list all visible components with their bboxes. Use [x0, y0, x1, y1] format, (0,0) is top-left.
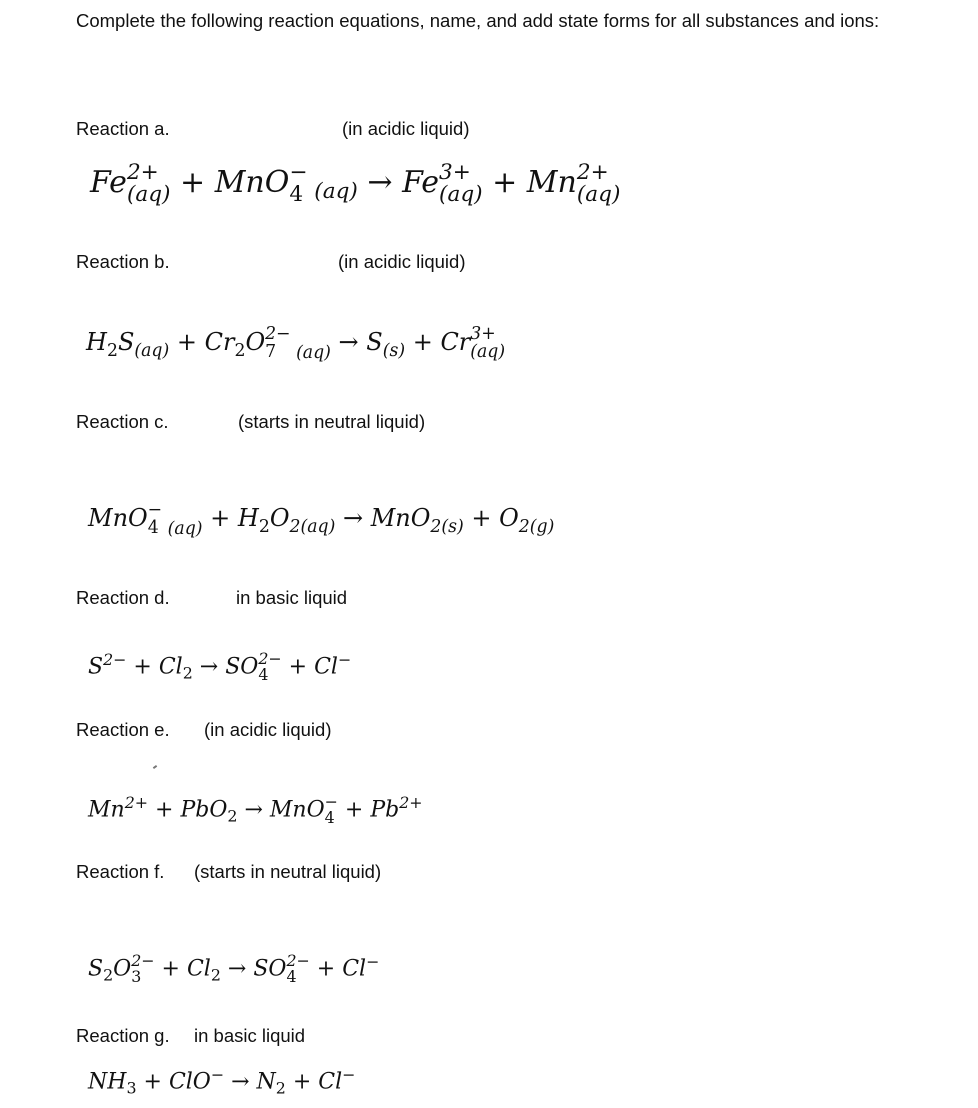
formula-part: + [202, 504, 238, 532]
reaction-e-condition: (in acidic liquid) [204, 719, 332, 740]
formula-part: Cl [314, 654, 338, 680]
formula-part: 2 [258, 516, 270, 537]
formula-part: SO [253, 956, 287, 982]
formula-part: S [88, 654, 104, 680]
formula-part: + [309, 956, 343, 982]
formula-part: SO [225, 654, 259, 680]
formula-part: − [324, 792, 338, 812]
reaction-a-label: Reaction a. [76, 118, 170, 139]
formula-part: 2+ [399, 793, 423, 812]
formula-part: 2(g) [518, 516, 555, 537]
formula-part: 2 [103, 965, 114, 985]
formula-part: (aq) [439, 182, 483, 207]
formula-part: Cr [204, 328, 235, 356]
formula-part: → [357, 165, 403, 200]
species: Mn [526, 165, 577, 200]
formula-part: − [342, 1065, 356, 1084]
reaction-d-label: Reaction d. [76, 587, 170, 608]
formula-part: O [113, 956, 132, 982]
formula-part: N [256, 1069, 276, 1095]
reaction-g-condition: in basic liquid [194, 1025, 306, 1046]
formula-part: 4 [258, 665, 269, 685]
formula-part: MnO [88, 504, 148, 532]
formula-part: + [281, 654, 315, 680]
formula-part: + [126, 654, 159, 680]
instructions-text: Complete the following reaction equations, name, and add state forms for all substances and ions: [76, 10, 880, 31]
reaction-g-equation [88, 1056, 355, 1108]
formula-part: S [366, 328, 383, 356]
supsub [127, 162, 171, 205]
formula-part: − [147, 500, 163, 521]
formula-part: 2+ [126, 160, 159, 186]
reaction-b-equation [86, 320, 505, 375]
reaction-e-label: Reaction e. [76, 719, 170, 740]
formula-part: (aq) [470, 341, 506, 362]
supsub [577, 162, 621, 205]
formula-part: 2 [182, 663, 193, 683]
species: Fe [90, 165, 127, 200]
formula-part: + [169, 328, 205, 356]
formula-part: S [88, 956, 104, 982]
formula-part: (aq) [134, 340, 170, 361]
formula-part: → [224, 1069, 257, 1095]
formula-part: + [136, 1069, 169, 1095]
formula-part: − [210, 1065, 225, 1084]
formula-part: Mn [88, 797, 125, 823]
reaction-a-equation [90, 158, 620, 217]
formula-part: Pb [370, 797, 400, 823]
formula-part: S [117, 328, 135, 356]
formula-part: (aq) [576, 182, 621, 207]
reaction-c-equation [88, 496, 554, 551]
formula-part: 2 [210, 965, 221, 985]
formula-part: + [463, 504, 500, 532]
formula-part: 3 [126, 1078, 137, 1098]
formula-part: 2 [275, 1078, 286, 1098]
formula-part: 2(s) [430, 516, 464, 537]
species: Fe [402, 165, 440, 200]
formula-part: + [405, 328, 441, 356]
formula-part: PbO [180, 797, 228, 823]
formula-part: Cr [440, 328, 471, 356]
formula-part: (s) [382, 340, 406, 361]
reaction-b-label: Reaction b. [76, 251, 170, 272]
formula-part: → [192, 654, 226, 680]
formula-part: (aq) [307, 179, 358, 204]
formula-part: + [482, 165, 527, 200]
reaction-f-equation [88, 942, 379, 996]
formula-part: 2− [258, 649, 282, 669]
formula-part: 2+ [576, 160, 609, 186]
formula-part: + [285, 1069, 319, 1095]
supsub [289, 162, 307, 205]
formula-part: 4 [289, 182, 304, 207]
formula-part: 7 [265, 341, 277, 362]
formula-part: 2− [131, 951, 155, 971]
formula-part: O [245, 328, 266, 356]
formula-part: Cl [342, 956, 367, 982]
formula-part: MnO [370, 504, 431, 532]
reaction-e-equation [88, 783, 423, 837]
reaction-d-condition: in basic liquid [236, 587, 348, 608]
formula-part: 4 [286, 967, 297, 987]
formula-part: 4 [147, 517, 159, 538]
reaction-a-condition: (in acidic liquid) [342, 118, 470, 139]
formula-part: Cl [158, 654, 183, 680]
reaction-c-label: Reaction c. [76, 411, 169, 432]
formula-part: → [335, 504, 371, 532]
formula-part: − [366, 952, 380, 971]
formula-part: O [499, 504, 519, 532]
formula-part: 4 [324, 808, 335, 828]
species: MnO [214, 165, 290, 200]
formula-part: + [337, 797, 371, 823]
formula-part: H [86, 328, 107, 356]
formula-part: + [148, 797, 181, 823]
reaction-d-equation [88, 640, 351, 694]
reaction-g-label: Reaction g. [76, 1025, 170, 1046]
formula-part: → [330, 328, 367, 356]
formula-part: − [337, 650, 352, 669]
formula-part: 2− [265, 324, 291, 345]
formula-part: 3 [131, 967, 142, 987]
reaction-c-condition: (starts in neutral liquid) [238, 411, 426, 432]
formula-part: 2− [103, 650, 127, 669]
formula-part: Cl [318, 1069, 343, 1095]
formula-part: 2− [286, 951, 310, 971]
reaction-b-condition: (in acidic liquid) [338, 251, 466, 272]
formula-part: 2 [227, 806, 238, 826]
formula-part: MnO [269, 797, 325, 823]
formula-part: O [269, 504, 290, 532]
formula-part: Cl [186, 956, 211, 982]
supsub [439, 162, 483, 205]
formula-part: → [237, 797, 270, 823]
formula-part: (aq) [290, 343, 331, 363]
formula-part: (aq) [126, 182, 171, 207]
formula-part: (aq) [162, 519, 203, 539]
stray-mark [153, 765, 157, 769]
formula-part: + [170, 165, 215, 200]
formula-part: 2 [106, 340, 118, 361]
reaction-f-label: Reaction f. [76, 861, 165, 882]
formula-part: ClO [168, 1069, 211, 1095]
formula-part: 3+ [439, 160, 471, 186]
formula-part: 2 [234, 340, 246, 361]
formula-part: 2+ [124, 793, 149, 812]
formula-part: 2(aq) [289, 516, 336, 537]
formula-part: NH [88, 1069, 127, 1095]
formula-part: → [220, 956, 254, 982]
formula-part: − [289, 160, 308, 186]
reaction-f-condition: (starts in neutral liquid) [194, 861, 382, 882]
formula-part: 3+ [470, 324, 496, 345]
formula-part: + [154, 956, 187, 982]
formula-part: H [237, 504, 259, 532]
